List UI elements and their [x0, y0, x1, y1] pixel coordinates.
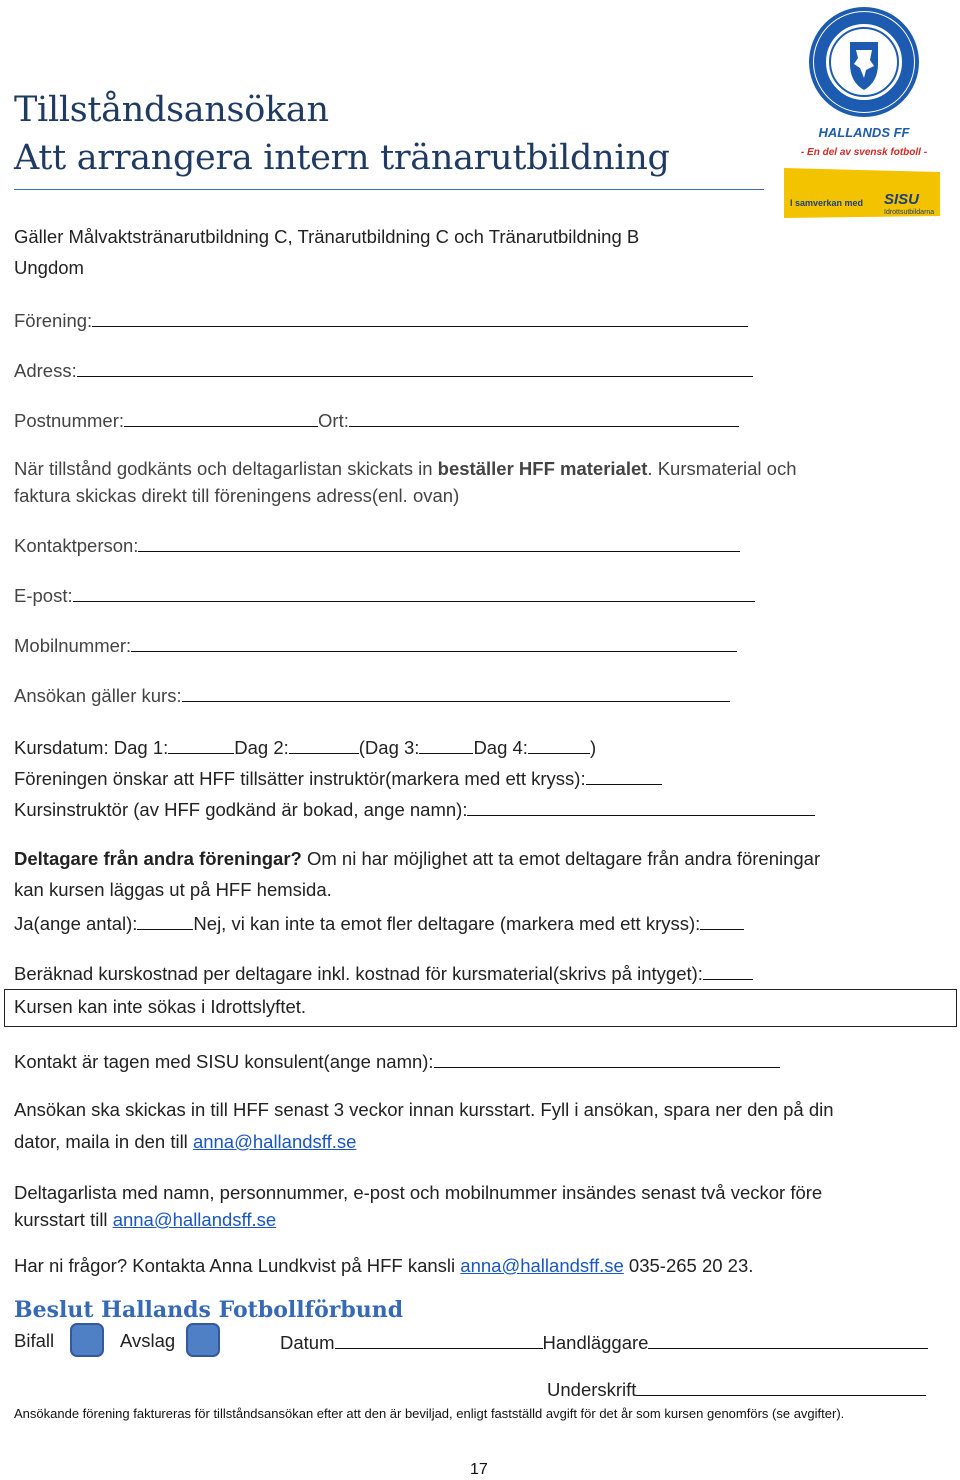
material-notice-line1 [14, 458, 797, 480]
participants-question-text: Om ni har möjlighet att ta emot deltagare från andra föreningar [301, 848, 821, 869]
participants-question-bold: Deltagare från andra föreningar? [14, 848, 302, 869]
submit-line1: Ansökan ska skickas in till HFF senast 3 veckor innan kursstart. Fyll i ansökan, spara ner den på din [14, 1099, 834, 1120]
kontaktperson-field[interactable] [14, 533, 740, 557]
underskrift-input-line[interactable] [636, 1377, 926, 1396]
participant-list-line2 [14, 1209, 276, 1231]
datum-input-line[interactable] [335, 1330, 543, 1349]
document-title: Tillståndsansökan [14, 90, 329, 130]
sisu-brand: SISU [884, 191, 920, 208]
dag1-label: Kursdatum: Dag 1: [14, 737, 169, 758]
handlaggare-label: Handläggare [542, 1332, 649, 1353]
kurs-input-line[interactable] [182, 683, 730, 702]
dag4-close: ) [589, 737, 597, 758]
underskrift-label: Underskrift [547, 1379, 637, 1400]
epost-field[interactable] [14, 583, 755, 607]
participants-line2: kan kursen läggas ut på HFF hemsida. [14, 879, 332, 900]
decision-heading: Beslut Hallands Fotbollförbund [14, 1297, 404, 1323]
submit-line2 [14, 1131, 356, 1153]
ort-label: Ort: [318, 410, 349, 431]
material-notice-line2: faktura skickas direkt till föreningens adress(enl. ovan) [14, 485, 460, 506]
kontaktperson-input-line[interactable] [138, 533, 740, 552]
sisu-sub: Idrottsutbildarna [884, 209, 935, 216]
kurs-field[interactable] [14, 683, 730, 707]
cost-row[interactable] [14, 961, 753, 985]
handlaggare-input-line[interactable] [648, 1330, 928, 1349]
kursdatum-row[interactable] [14, 735, 596, 759]
cost-label: Beräknad kurskostnad per deltagare inkl. kostnad för kursmaterial(skrivs på intyget): [14, 963, 703, 984]
ja-input-line[interactable] [137, 911, 193, 930]
participants-question [14, 848, 820, 870]
idrottslyftet-notice: Kursen kan inte sökas i Idrottslyftet. [14, 996, 307, 1017]
postnummer-field[interactable] [14, 408, 739, 432]
epost-input-line[interactable] [73, 583, 755, 602]
page-number: 17 [470, 1461, 488, 1478]
avslag-checkbox[interactable] [186, 1323, 220, 1357]
participants-answer-row[interactable] [14, 911, 744, 935]
dag1-input-line[interactable] [168, 735, 234, 754]
datum-field[interactable] [280, 1330, 928, 1354]
instructor-booked-label: Kursinstruktör (av HFF godkänd är bokad, ange namn): [14, 799, 468, 820]
datum-label: Datum [280, 1332, 335, 1353]
mobil-input-line[interactable] [131, 633, 737, 652]
avslag-label: Avslag [120, 1330, 176, 1351]
sisu-tagline: I samverkan med [790, 198, 864, 208]
adress-input-line[interactable] [77, 358, 753, 377]
logo-tagline: - En del av svensk fotboll - [800, 147, 928, 158]
dag3-input-line[interactable] [419, 735, 473, 754]
sisu-contact-row[interactable] [14, 1049, 780, 1073]
participant-list-email-link[interactable]: anna@hallandsff.se [112, 1209, 277, 1230]
submit-email-link[interactable]: anna@hallandsff.se [192, 1131, 357, 1152]
instructor-booked-input-line[interactable] [467, 797, 815, 816]
document-subtitle: Att arrangera intern tränarutbildning [14, 138, 670, 178]
dag4-input-line[interactable] [528, 735, 590, 754]
applies-to-line1: Gäller Målvaktstränarutbildning C, Tränarutbildning C och Tränarutbildning B [14, 226, 640, 247]
material-notice-text: När tillstånd godkänts och deltagarlistan skickats in [14, 458, 438, 479]
instructor-booked-row[interactable] [14, 797, 815, 821]
questions-phone: 035-265 20 23. [623, 1255, 754, 1276]
questions-email-link[interactable]: anna@hallandsff.se [460, 1255, 624, 1276]
ja-label: Ja(ange antal): [14, 913, 138, 934]
adress-field[interactable] [14, 358, 753, 382]
ort-input-line[interactable] [349, 408, 739, 427]
bifall-checkbox[interactable] [70, 1323, 104, 1357]
participant-list-text: kursstart till [14, 1209, 113, 1230]
instructor-wish-row[interactable] [14, 766, 662, 790]
mobil-field[interactable] [14, 633, 737, 657]
participant-list-line1: Deltagarlista med namn, personnummer, e-post och mobilnummer insändes senast två veckor före [14, 1182, 823, 1203]
logo-org-name: HALLANDS FF [818, 125, 910, 140]
kurs-label: Ansökan gäller kurs: [14, 685, 182, 706]
sisu-contact-input-line[interactable] [434, 1049, 780, 1068]
kontaktperson-label: Kontaktperson: [14, 535, 139, 556]
postnummer-label: Postnummer: [14, 410, 125, 431]
bifall-label: Bifall [14, 1330, 55, 1351]
instructor-wish-label: Föreningen önskar att HFF tillsätter instruktör(markera med ett kryss): [14, 768, 586, 789]
instructor-wish-input-line[interactable] [586, 766, 662, 785]
cost-input-line[interactable] [703, 961, 753, 980]
epost-label: E-post: [14, 585, 73, 606]
forening-field[interactable] [14, 308, 748, 332]
title-divider [14, 189, 764, 190]
dag2-label: Dag 2: [234, 737, 289, 758]
dag4-label: Dag 4: [473, 737, 528, 758]
underskrift-field[interactable] [547, 1377, 926, 1401]
dag3-label: (Dag 3: [358, 737, 420, 758]
material-notice-bold: beställer HFF materialet [437, 458, 648, 479]
postnummer-input-line[interactable] [124, 408, 318, 427]
sisu-contact-label: Kontakt är tagen med SISU konsulent(ange namn): [14, 1051, 434, 1072]
questions-text: Har ni frågor? Kontakta Anna Lundkvist på HFF kansli [14, 1255, 461, 1276]
dag2-input-line[interactable] [289, 735, 359, 754]
hallands-ff-logo [780, 4, 948, 226]
adress-label: Adress: [14, 360, 77, 381]
material-notice-text2: . Kursmaterial och [647, 458, 797, 479]
nej-label: Nej, vi kan inte ta emot fler deltagare (markera med ett kryss): [193, 913, 701, 934]
forening-label: Förening: [14, 310, 93, 331]
questions-line [14, 1255, 753, 1277]
applies-to-line2: Ungdom [14, 257, 84, 278]
submit-line2-text: dator, maila in den till [14, 1131, 193, 1152]
forening-input-line[interactable] [92, 308, 748, 327]
mobil-label: Mobilnummer: [14, 635, 132, 656]
invoice-footnote: Ansökande förening faktureras för tillståndsansökan efter att den är beviljad, enligt fastställd avgift för det år som kursen genomförs (se avgifter). [14, 1406, 845, 1421]
nej-input-line[interactable] [700, 911, 744, 930]
